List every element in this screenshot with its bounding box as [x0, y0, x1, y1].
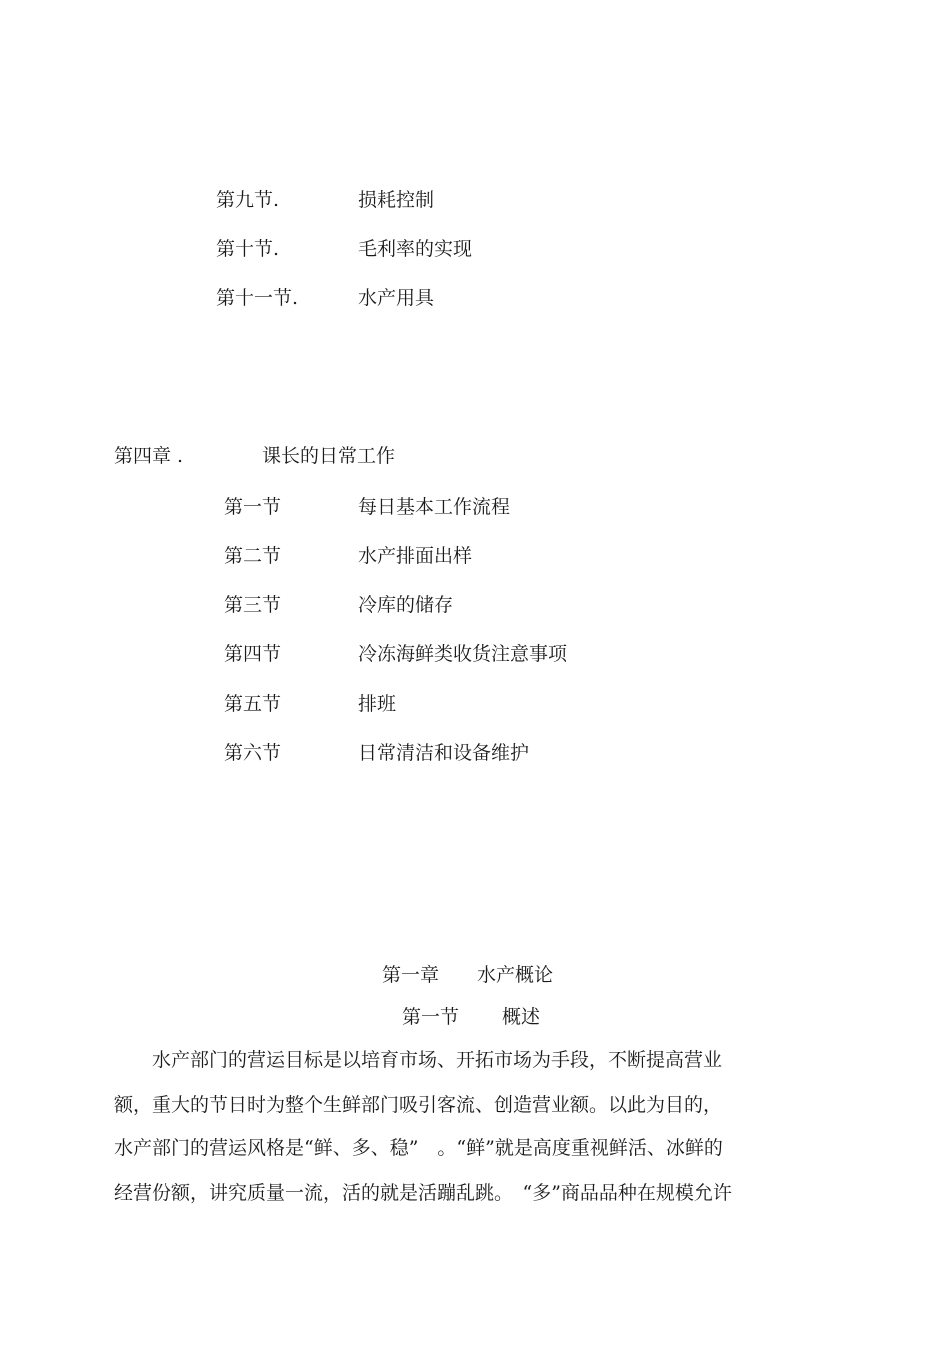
toc-section-number: 第六节 [224, 742, 282, 764]
toc-section-title: 日常清洁和设备维护 [358, 742, 530, 764]
toc-section-number: 第十一节. [216, 287, 299, 309]
toc-section-title: 每日基本工作流程 [358, 496, 511, 518]
toc-section-number: 第二节 [224, 545, 282, 567]
paragraph-line: 经营份额，讲究质量一流，活的就是活蹦乱跳。 “多”商品品种在规模允许 [114, 1182, 732, 1204]
toc-section-title: 水产排面出样 [358, 545, 473, 567]
toc-section-title: 水产用具 [358, 287, 435, 309]
chapter-heading-number: 第一章 [382, 964, 440, 986]
toc-section-number: 第十节. [216, 238, 280, 260]
toc-section-title: 损耗控制 [358, 189, 435, 211]
section-heading-title: 概述 [502, 1006, 541, 1028]
toc-section-number: 第五节 [224, 693, 282, 715]
paragraph-line: 水产部门的营运目标是以培育市场、开拓市场为手段，不断提高营业 [152, 1049, 723, 1071]
toc-section-title: 毛利率的实现 [358, 238, 473, 260]
toc-section-number: 第三节 [224, 594, 282, 616]
paragraph-line: 水产部门的营运风格是“鲜、多、稳” 。“鲜”就是高度重视鲜活、冰鲜的 [114, 1137, 723, 1159]
toc-section-title: 冷库的储存 [358, 594, 454, 616]
toc-section-number: 第一节 [224, 496, 282, 518]
toc-section-number: 第四节 [224, 643, 282, 665]
chapter-heading-title: 水产概论 [477, 964, 554, 986]
toc-section-number: 第九节. [216, 189, 280, 211]
paragraph-line: 额，重大的节日时为整个生鲜部门吸引客流、创造营业额。以此为目的， [114, 1094, 723, 1116]
toc-chapter-title: 课长的日常工作 [262, 445, 396, 467]
section-heading-number: 第一节 [402, 1006, 460, 1028]
toc-section-title: 排班 [358, 693, 397, 715]
toc-section-title: 冷冻海鲜类收货注意事项 [358, 643, 568, 665]
toc-chapter-number: 第四章 . [114, 445, 184, 467]
